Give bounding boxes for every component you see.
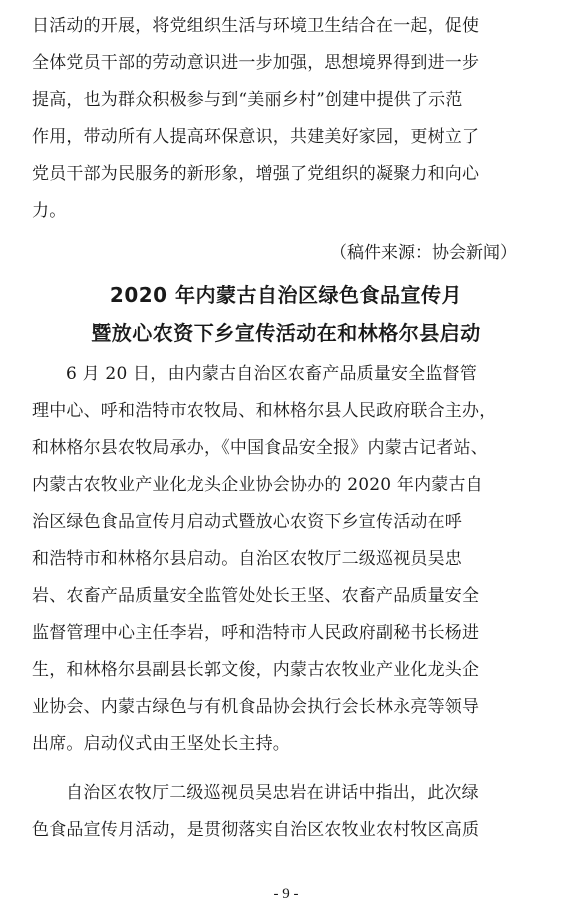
body-line: 色食品宣传月活动，是贯彻落实自治区农牧业农村牧区高质	[32, 820, 480, 840]
body-line: 6 月 20 日，由内蒙古自治区农畜产品质量安全监督管	[66, 364, 478, 384]
body-line: 和浩特市和林格尔县启动。自治区农牧厅二级巡视员吴忠	[32, 549, 462, 569]
body-line: 全体党员干部的劳动意识进一步加强，思想境界得到进一步	[32, 53, 480, 73]
body-line: 日活动的开展，将党组织生活与环境卫生结合在一起，促使	[32, 16, 480, 36]
body-line: 党员干部为民服务的新形象，增强了党组织的凝聚力和向心	[32, 164, 480, 184]
body-line: 出席。启动仪式由王坚处长主持。	[32, 734, 290, 754]
body-line: 治区绿色食品宣传月启动式暨放心农资下乡宣传活动在呼	[32, 512, 462, 532]
body-line: 生，和林格尔县副县长郭文俊，内蒙古农牧业产业化龙头企	[32, 660, 480, 680]
body-line: 自治区农牧厅二级巡视员吴忠岩在讲话中指出，此次绿	[66, 783, 479, 803]
body-line: 提高，也为群众积极参与到“美丽乡村”创建中提供了示范	[32, 90, 463, 110]
body-line: 岩、农畜产品质量安全监管处处长王坚、农畜产品质量安全	[32, 586, 480, 606]
body-line: 和林格尔县农牧局承办，《中国食品安全报》内蒙古记者站、	[32, 438, 488, 458]
article-title-line-1: 2020 年内蒙古自治区绿色食品宣传月	[109, 283, 463, 307]
page-number: - 9 -	[273, 886, 299, 902]
body-line: 内蒙古农牧业产业化龙头企业协会协办的 2020 年内蒙古自	[32, 475, 483, 495]
article-title-line-2: 暨放心农资下乡宣传活动在和林格尔县启动	[91, 321, 481, 345]
body-line: 作用，带动所有人提高环保意识，共建美好家园，更树立了	[32, 127, 480, 147]
body-line: 业协会、内蒙古绿色与有机食品协会执行会长林永亮等领导	[32, 697, 480, 717]
article-source: （稿件来源：协会新闻）	[330, 243, 517, 263]
body-line: 理中心、呼和浩特市农牧局、和林格尔县人民政府联合主办，	[32, 401, 497, 421]
body-line: 监督管理中心主任李岩，呼和浩特市人民政府副秘书长杨进	[32, 623, 480, 643]
body-line: 力。	[32, 201, 67, 221]
